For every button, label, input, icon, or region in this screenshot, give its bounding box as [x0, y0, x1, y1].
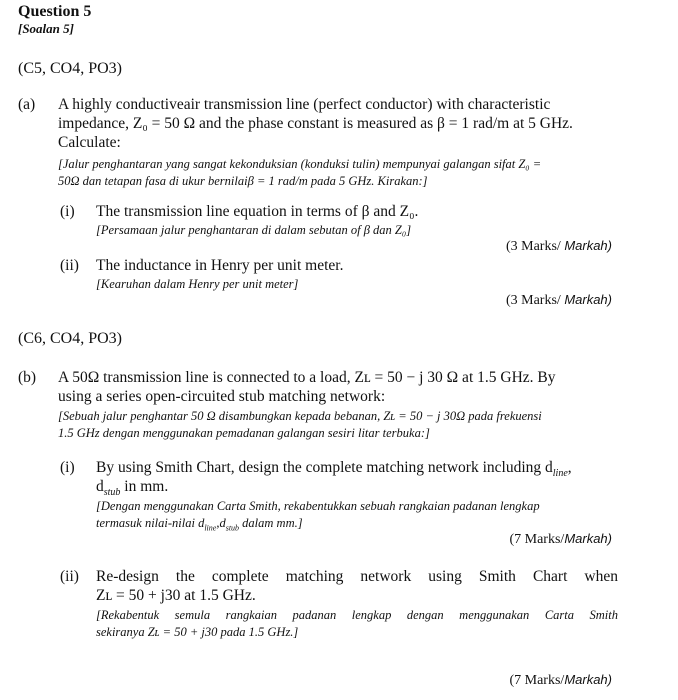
- part-b-i-label: (i): [60, 459, 75, 476]
- part-a-malay-2: 50Ω dan tetapan fasa di ukur bernilaiβ = 1 rad/m pada 5 GHz. Kirakan:]: [58, 174, 428, 188]
- question-title: Question 5: [18, 3, 92, 20]
- part-a-ii-text: The inductance in Henry per unit meter.: [96, 257, 344, 274]
- part-b-i-line-2: $d_{stub}$ in mm.: [96, 478, 169, 499]
- part-b-outcomes: (C6, CO4, PO3): [18, 330, 123, 347]
- part-a-line-1: A highly conductiveair transmission line (perfect conductor) with characteristic: [58, 96, 551, 113]
- part-b-ii-malay-1: [Rekabentuk semula rangkaian padanan lengkap dengan menggunakan Carta Smith: [96, 608, 618, 622]
- part-a-outcomes: (C5, CO4, PO3): [18, 60, 123, 77]
- part-b-ii-line-2: Zʟ = 50 + j30 at 1.5 GHz.: [96, 587, 256, 604]
- part-b-malay-2: 1.5 GHz dengan menggunakan pemadanan galangan sesiri litar terbuka:]: [58, 426, 430, 440]
- part-b-label: (b): [18, 369, 37, 386]
- part-b-malay-1: [Sebuah jalur penghantar 50 Ω disambungkan kepada bebanan, Zʟ = 50 − j 30Ω pada frekuensi: [58, 409, 542, 423]
- part-b-i-marks: (7 Marks/Markah): [509, 531, 612, 547]
- part-a-ii-marks: (3 Marks/ Markah): [505, 292, 612, 308]
- part-b-i-malay-2: termasuk nilai-nilai $d_{line},d_{stub}$ dalam mm.]: [96, 516, 303, 533]
- part-a-i-text: The transmission line equation in terms of β and Z₀.: [96, 203, 419, 220]
- part-a-ii-malay: [Kearuhan dalam Henry per unit meter]: [96, 277, 299, 291]
- part-a-i-label: (i): [60, 203, 75, 220]
- part-b-line-2: using a series open-circuited stub matching network:: [58, 388, 386, 405]
- part-b-ii-line-1: Re-design the complete matching network using Smith Chart when: [96, 568, 618, 585]
- part-b-ii-malay-2: sekiranya Zʟ = 50 + j30 pada 1.5 GHz.]: [96, 625, 299, 639]
- part-b-i-malay-1: [Dengan menggunakan Carta Smith, rekabentukkan sebuah rangkaian padanan lengkap: [96, 499, 540, 513]
- question-subtitle: [Soalan 5]: [18, 21, 74, 36]
- part-a-i-malay: [Persamaan jalur penghantaran di dalam sebutan of β dan Z₀]: [96, 223, 412, 237]
- part-a-line-2: impedance, Z₀ = 50 Ω and the phase constant is measured as β = 1 rad/m at 5 GHz.: [58, 115, 573, 132]
- part-b-ii-marks: (7 Marks/Markah): [509, 672, 612, 688]
- part-a-malay-1: [Jalur penghantaran yang sangat kekonduksian (konduksi tulin) mempunyai galangan sifat Z₀ =: [58, 157, 542, 171]
- part-a-label: (a): [18, 96, 36, 113]
- part-a-i-marks: (3 Marks/ Markah): [505, 238, 612, 254]
- part-b-ii-label: (ii): [60, 568, 79, 585]
- part-a-ii-label: (ii): [60, 257, 79, 274]
- part-b-line-1: A 50Ω transmission line is connected to a load, Zʟ = 50 − j 30 Ω at 1.5 GHz. By: [58, 369, 556, 386]
- part-b-i-line-1: By using Smith Chart, design the complete matching network including $d_{line}$,: [96, 459, 572, 480]
- part-a-line-3: Calculate:: [58, 134, 121, 151]
